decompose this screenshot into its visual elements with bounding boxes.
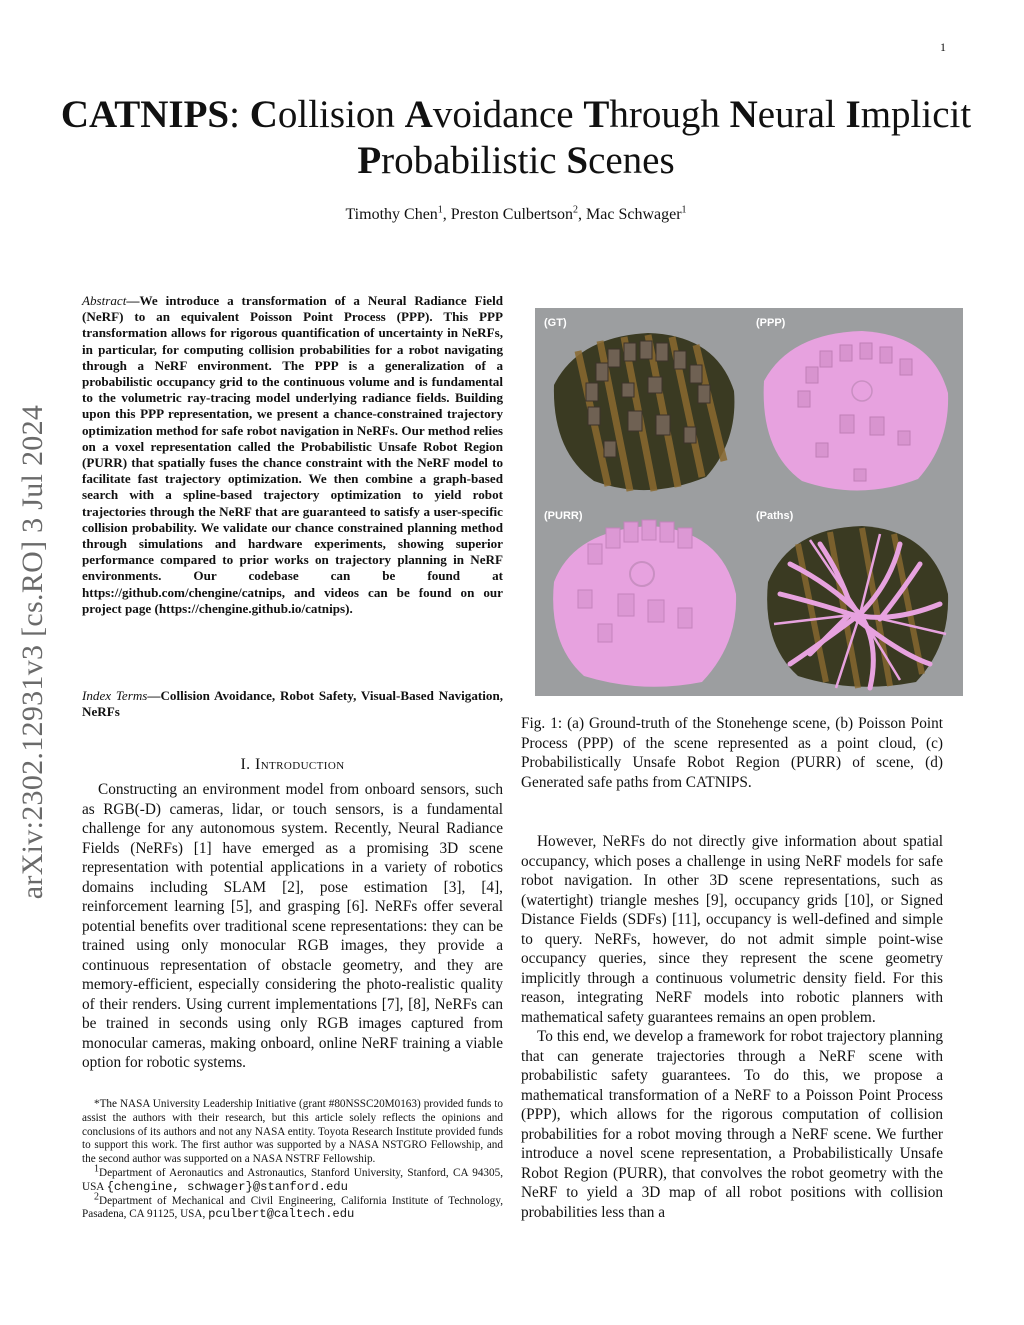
- body-paragraph: To this end, we develop a framework for robot trajectory planning that can generate trajectories through a NeRF scene with probabilistic safety guarantees. To do this, we propose a mathematical transformation of a NeRF to a Poisson Point Process (PPP), which allows for the rigorous computation of collision probabilities for a robot moving through a NeRF scene. We further introduce a novel scene representation, a Probabilistically Unsafe Robot Region (PURR), that convolves the robot geometry with the NeRF to yield a 3D map of all robot positions with collision probabilities less than a: [521, 1028, 943, 1221]
- title-segment: cenes: [588, 139, 675, 182]
- affiliation-footnote-2: [82, 1190, 503, 1223]
- title-segment: CATNIPS: [60, 93, 230, 136]
- affiliation-text: Department of Aeronautics and Astronautics, Stanford University, Stanford, CA 94305, USA: [82, 1166, 503, 1193]
- author-list: [60, 206, 972, 224]
- author-affiliation-mark: 1: [681, 204, 687, 216]
- figure-panel-purr: [538, 504, 748, 694]
- footnote-mark: 2: [94, 1190, 99, 1202]
- panel-label: (GT): [544, 317, 567, 329]
- paper-title: [60, 92, 972, 184]
- title-segment: C: [249, 93, 278, 136]
- author-affiliation-mark: 2: [573, 204, 579, 216]
- section-heading: [82, 756, 503, 774]
- arxiv-stamp-text: arXiv:2302.12931v3 [cs.RO] 3 Jul 2024: [16, 404, 49, 900]
- author-name: Mac Schwager: [586, 206, 682, 223]
- affiliation-footnote-1: [82, 1163, 503, 1195]
- title-segment: T: [583, 93, 610, 136]
- abstract: [82, 293, 503, 617]
- affiliation-text: Department of Mechanical and Civil Engineering, California Institute of Technology, Pasadena, CA 91125, USA,: [82, 1194, 503, 1221]
- title-segment: S: [566, 139, 589, 182]
- body-paragraph: However, NeRFs do not directly give information about spatial occupancy, which poses a challenge in using NeRF models for safe robot navigation. In other 3D scene representations, such as (watertight) triangle meshes [9], occupancy grids [10], or Signed Distance Fields (SDFs) [11], occupancy is well-defined and simple to query. NeRFs, however, do not admit simple point-wise occupancy queries, since they represent the scene geometry implicitly through a continuous volumetric density field. For this reason, integrating NeRF models into robotic planners with mathematical safety guarantees remains an open problem.: [521, 833, 943, 1026]
- index-terms: [82, 688, 503, 720]
- author-name: Preston Culbertson: [450, 206, 574, 223]
- abstract-text: —We introduce a transformation of a Neural Radiance Field (NeRF) to an equivalent Poisson Point Process (PPP). This PPP transformation allows for rigorous quantification of uncertainty in NeRFs, in particular, for computing collision probabilities for a robot navigating through a NeRF environment. The PPP is a generalization of a probabilistic occupancy grid to the continuous volume and is fundamental to the volumetric ray-tracing model underlying radiance fields. Building upon this PPP representation, we present a chance-constrained trajectory optimization method for safe robot navigation in NeRFs. Our method relies on a voxel representation called the Probabilistic Unsafe Robot Region (PURR) that spatially fuses the chance constraint with the NeRF model to facilitate fast trajectory optimization. We then combine a graph-based search with a spline-based trajectory optimization to yield robot trajectories through the NeRF that are guaranteed to satisfy a user-specific collision probability. We validate our chance constrained planning method through simulations and hardware experiments, showing superior performance compared to prior works on trajectory planning in NeRF environments. Our codebase can be found at https://github.com/chengine/catnips, and videos can be found on our project page (https://chengine.github.io/catnips).: [82, 293, 503, 616]
- title-segment: A: [404, 93, 433, 136]
- figure-panel-gt: [538, 311, 748, 501]
- stonehenge-purr-image: [538, 504, 748, 694]
- stonehenge-paths-image: [750, 504, 960, 694]
- title-segment: N: [729, 93, 758, 136]
- title-segment: ollision: [277, 93, 405, 136]
- figure-panel-ppp: [750, 311, 960, 501]
- title-segment: voidance: [432, 93, 584, 136]
- abstract-label: Abstract: [82, 293, 127, 308]
- title-segment: :: [229, 93, 250, 136]
- panel-label: (Paths): [756, 510, 794, 522]
- index-terms-text: —Collision Avoidance, Robot Safety, Visual-Based Navigation, NeRFs: [82, 688, 503, 720]
- funding-footnote: *The NASA University Leadership Initiative (grant #80NSSC20M0163) provided funds to assist the authors with their research, but this article solely reflects the opinions and conclusions of its authors and not any NASA entity. Toyota Research Institute provided funds to support this work. The first author was supported by a NASA NSTGRO Fellowship, and the second author was supported on a NASA NSTRF Fellowship.: [82, 1098, 503, 1166]
- panel-label: (PURR): [544, 510, 583, 522]
- footnote-mark: 1: [94, 1163, 99, 1175]
- title-segment: robabilistic: [381, 139, 567, 182]
- right-column-body: [521, 832, 943, 1222]
- arxiv-stamp: [8, 372, 58, 932]
- introduction-body: [82, 780, 503, 1073]
- pink-point-cloud: [764, 331, 948, 491]
- figure-caption: Fig. 1: (a) Ground-truth of the Stonehenge scene, (b) Poisson Point Process (PPP) of the scene represented as a point cloud, (c) Probabilistically Unsafe Robot Region (PURR) of scene, (d) Generated safe paths from CATNIPS.: [521, 715, 943, 791]
- figure-1: [535, 308, 963, 696]
- title-segment: mplicit: [860, 93, 972, 136]
- email-address: {chengine, schwager}@stanford.edu: [106, 1179, 348, 1194]
- title-segment: hrough: [609, 93, 730, 136]
- page-number: 1: [940, 40, 946, 54]
- title-segment: P: [357, 139, 382, 182]
- index-terms-label: Index Terms: [82, 688, 148, 703]
- title-segment: I: [845, 93, 861, 136]
- email-address: pculbert@caltech.edu: [208, 1207, 355, 1222]
- footnotes: [82, 1098, 503, 1222]
- intro-paragraph: Constructing an environment model from onboard sensors, such as RGB(-D) cameras, lidar, or touch sensors, is a fundamental challenge for any autonomous system. Recently, Neural Radiance Fields (NeRFs) [1] have emerged as a promising 3D scene representation with potential applications in a variety of robotics domains including SLAM [2], pose estimation [3], [4], reinforcement learning [5], and grasping [6]. NeRFs offer several potential benefits over traditional scene representations: they can be trained using only monocular RGB images, they provide a continuous representation of obstacle geometry, and they are memory-efficient, especially considering the photo-realistic quality of their renders. Using current implementations [7], [8], NeRFs can be trained in seconds using only RGB images captured from monocular cameras, making onboard, online NeRF training a viable option for robotic systems.: [82, 781, 503, 1071]
- author-affiliation-mark: 1: [437, 204, 443, 216]
- stonehenge-gt-image: [538, 311, 748, 501]
- title-segment: eural: [757, 93, 846, 136]
- figure-panel-paths: [750, 504, 960, 694]
- author-separator: ,: [578, 206, 587, 223]
- author-name: Timothy Chen: [345, 206, 438, 223]
- stonehenge-ppp-image: [750, 311, 960, 501]
- section-heading-text: I. Introduction: [240, 756, 345, 773]
- panel-label: (PPP): [756, 317, 786, 329]
- author-separator: ,: [442, 206, 451, 223]
